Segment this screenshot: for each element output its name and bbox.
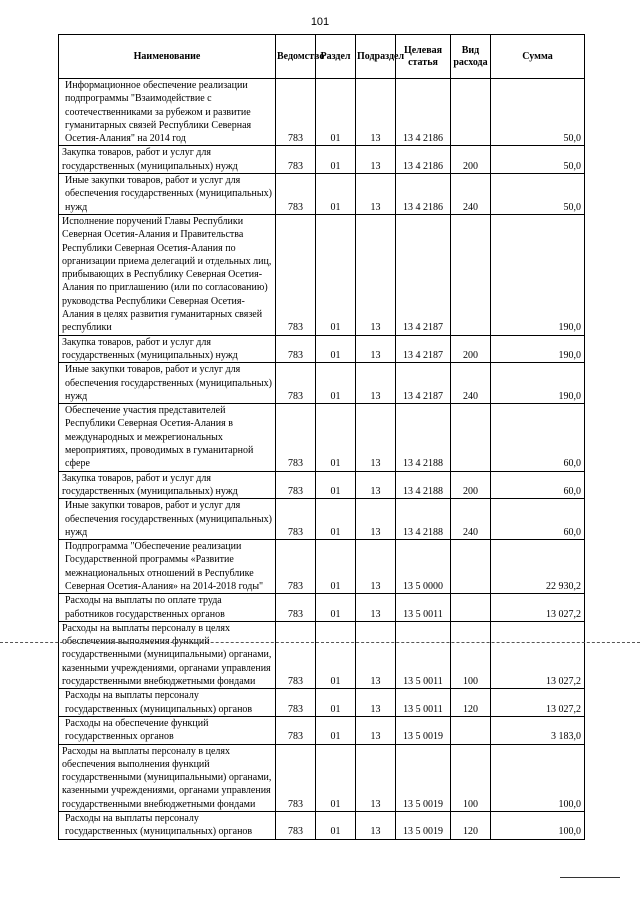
header-row bbox=[59, 35, 585, 79]
cell-target: 13 5 0019 bbox=[396, 716, 451, 744]
header-section: Раздел bbox=[316, 35, 356, 79]
cell-dept: 783 bbox=[276, 621, 316, 688]
table-row bbox=[59, 404, 585, 471]
cell-subsection: 13 bbox=[356, 146, 396, 174]
cell-sum: 60,0 bbox=[491, 404, 585, 471]
cell-section: 01 bbox=[316, 689, 356, 717]
cell-name: Иные закупки товаров, работ и услуг для обеспечения государственных (муниципальных) нужд bbox=[59, 174, 276, 215]
cell-section: 01 bbox=[316, 174, 356, 215]
cell-expense-type: 200 bbox=[451, 146, 491, 174]
cell-section: 01 bbox=[316, 335, 356, 363]
budget-table bbox=[58, 34, 585, 840]
cell-sum: 60,0 bbox=[491, 499, 585, 540]
cell-subsection: 13 bbox=[356, 214, 396, 335]
cell-name: Расходы на обеспечение функций государственных органов bbox=[59, 716, 276, 744]
cell-expense-type bbox=[451, 214, 491, 335]
cell-target: 13 4 2188 bbox=[396, 499, 451, 540]
scan-artifact-line bbox=[560, 877, 620, 878]
cell-subsection: 13 bbox=[356, 689, 396, 717]
cell-name: Расходы на выплаты по оплате труда работников государственных органов bbox=[59, 594, 276, 622]
cell-section: 01 bbox=[316, 744, 356, 811]
cell-name: Расходы на выплаты персоналу государственных (муниципальных) органов bbox=[59, 812, 276, 840]
cell-dept: 783 bbox=[276, 594, 316, 622]
cell-subsection: 13 bbox=[356, 744, 396, 811]
cell-target: 13 4 2187 bbox=[396, 214, 451, 335]
cell-section: 01 bbox=[316, 540, 356, 594]
cell-subsection: 13 bbox=[356, 404, 396, 471]
cell-expense-type: 200 bbox=[451, 335, 491, 363]
table-row bbox=[59, 621, 585, 688]
cell-dept: 783 bbox=[276, 744, 316, 811]
table-row bbox=[59, 174, 585, 215]
cell-expense-type: 200 bbox=[451, 471, 491, 499]
cell-sum: 13 027,2 bbox=[491, 621, 585, 688]
cell-sum: 190,0 bbox=[491, 214, 585, 335]
cell-name: Расходы на выплаты персоналу в целях обеспечения выполнения функций государственными (муниципальными) органами, казенными учреждениями, органами управления государственными внебюджетными фондами bbox=[59, 621, 276, 688]
cell-name: Исполнение поручений Главы Республики Северная Осетия-Алания и Правительства Республики Северная Осетия-Алания по организации приема делегаций и отдельных лиц, прибывающих в Республику Северная Осетия-Алания по приглашению (или по согласованию) руководства Республики Северная Осетия-Алания в целях развития гуманитарных связей республики bbox=[59, 214, 276, 335]
cell-dept: 783 bbox=[276, 404, 316, 471]
table-row bbox=[59, 471, 585, 499]
cell-target: 13 5 0019 bbox=[396, 812, 451, 840]
table-row bbox=[59, 594, 585, 622]
cell-sum: 50,0 bbox=[491, 146, 585, 174]
scan-artifact-line bbox=[0, 642, 640, 643]
cell-sum: 13 027,2 bbox=[491, 594, 585, 622]
cell-subsection: 13 bbox=[356, 594, 396, 622]
cell-subsection: 13 bbox=[356, 540, 396, 594]
cell-name: Иные закупки товаров, работ и услуг для обеспечения государственных (муниципальных) нужд bbox=[59, 499, 276, 540]
cell-sum: 13 027,2 bbox=[491, 689, 585, 717]
cell-sum: 100,0 bbox=[491, 812, 585, 840]
cell-name: Расходы на выплаты персоналу в целях обеспечения выполнения функций государственными (муниципальными) органами, казенными учреждениями, органами управления государственными внебюджетными фондами bbox=[59, 744, 276, 811]
cell-subsection: 13 bbox=[356, 174, 396, 215]
cell-name: Иные закупки товаров, работ и услуг для обеспечения государственных (муниципальных) нужд bbox=[59, 363, 276, 404]
cell-dept: 783 bbox=[276, 471, 316, 499]
cell-section: 01 bbox=[316, 214, 356, 335]
cell-section: 01 bbox=[316, 499, 356, 540]
header-target: Целевая статья bbox=[396, 35, 451, 79]
page-number: 101 bbox=[310, 16, 330, 28]
cell-dept: 783 bbox=[276, 214, 316, 335]
cell-dept: 783 bbox=[276, 335, 316, 363]
cell-expense-type: 100 bbox=[451, 621, 491, 688]
cell-section: 01 bbox=[316, 716, 356, 744]
cell-sum: 22 930,2 bbox=[491, 540, 585, 594]
header-sum: Сумма bbox=[491, 35, 585, 79]
cell-target: 13 4 2187 bbox=[396, 335, 451, 363]
cell-expense-type: 120 bbox=[451, 812, 491, 840]
cell-subsection: 13 bbox=[356, 471, 396, 499]
table-row bbox=[59, 540, 585, 594]
cell-target: 13 4 2186 bbox=[396, 79, 451, 146]
cell-subsection: 13 bbox=[356, 335, 396, 363]
cell-subsection: 13 bbox=[356, 79, 396, 146]
cell-target: 13 5 0019 bbox=[396, 744, 451, 811]
cell-target: 13 5 0011 bbox=[396, 621, 451, 688]
cell-subsection: 13 bbox=[356, 716, 396, 744]
cell-target: 13 4 2188 bbox=[396, 471, 451, 499]
cell-name: Расходы на выплаты персоналу государственных (муниципальных) органов bbox=[59, 689, 276, 717]
cell-dept: 783 bbox=[276, 812, 316, 840]
cell-name: Подпрограмма "Обеспечение реализации Государственной программы «Развитие межнациональных отношений в Республике Северная Осетия-Алания» на 2014-2018 годы" bbox=[59, 540, 276, 594]
header-dept: Ведомство bbox=[276, 35, 316, 79]
cell-sum: 50,0 bbox=[491, 174, 585, 215]
cell-section: 01 bbox=[316, 146, 356, 174]
cell-sum: 190,0 bbox=[491, 363, 585, 404]
cell-name: Обеспечение участия представителей Республики Северная Осетия-Алания в международных и межрегиональных мероприятиях, проводимых в гуманитарной сфере bbox=[59, 404, 276, 471]
cell-target: 13 4 2186 bbox=[396, 146, 451, 174]
table-row bbox=[59, 146, 585, 174]
cell-section: 01 bbox=[316, 621, 356, 688]
table-row bbox=[59, 689, 585, 717]
table-row bbox=[59, 499, 585, 540]
cell-target: 13 5 0011 bbox=[396, 594, 451, 622]
cell-section: 01 bbox=[316, 79, 356, 146]
cell-expense-type bbox=[451, 594, 491, 622]
cell-dept: 783 bbox=[276, 499, 316, 540]
cell-sum: 60,0 bbox=[491, 471, 585, 499]
cell-target: 13 4 2187 bbox=[396, 363, 451, 404]
cell-section: 01 bbox=[316, 812, 356, 840]
cell-expense-type bbox=[451, 716, 491, 744]
table-row bbox=[59, 79, 585, 146]
cell-dept: 783 bbox=[276, 174, 316, 215]
cell-section: 01 bbox=[316, 404, 356, 471]
cell-target: 13 5 0011 bbox=[396, 689, 451, 717]
table-row bbox=[59, 335, 585, 363]
cell-subsection: 13 bbox=[356, 812, 396, 840]
cell-target: 13 4 2188 bbox=[396, 404, 451, 471]
cell-sum: 3 183,0 bbox=[491, 716, 585, 744]
header-subsection: Подраздел bbox=[356, 35, 396, 79]
cell-expense-type: 240 bbox=[451, 174, 491, 215]
cell-dept: 783 bbox=[276, 363, 316, 404]
cell-dept: 783 bbox=[276, 79, 316, 146]
cell-section: 01 bbox=[316, 363, 356, 404]
cell-expense-type bbox=[451, 540, 491, 594]
cell-expense-type: 240 bbox=[451, 499, 491, 540]
cell-dept: 783 bbox=[276, 540, 316, 594]
cell-sum: 50,0 bbox=[491, 79, 585, 146]
table-row bbox=[59, 744, 585, 811]
cell-name: Закупка товаров, работ и услуг для государственных (муниципальных) нужд bbox=[59, 146, 276, 174]
cell-target: 13 4 2186 bbox=[396, 174, 451, 215]
cell-section: 01 bbox=[316, 471, 356, 499]
cell-name: Закупка товаров, работ и услуг для государственных (муниципальных) нужд bbox=[59, 335, 276, 363]
cell-dept: 783 bbox=[276, 716, 316, 744]
cell-expense-type bbox=[451, 404, 491, 471]
table-row bbox=[59, 812, 585, 840]
cell-expense-type bbox=[451, 79, 491, 146]
header-expense-type: Вид расхода bbox=[451, 35, 491, 79]
cell-expense-type: 240 bbox=[451, 363, 491, 404]
cell-expense-type: 120 bbox=[451, 689, 491, 717]
cell-subsection: 13 bbox=[356, 621, 396, 688]
cell-sum: 100,0 bbox=[491, 744, 585, 811]
cell-section: 01 bbox=[316, 594, 356, 622]
cell-name: Закупка товаров, работ и услуг для государственных (муниципальных) нужд bbox=[59, 471, 276, 499]
cell-target: 13 5 0000 bbox=[396, 540, 451, 594]
table-row bbox=[59, 716, 585, 744]
cell-name: Информационное обеспечение реализации подпрограммы "Взаимодействие с соотечественниками за рубежом и развитие гуманитарных связей Республики Северная Осетия-Алания" на 2014 год bbox=[59, 79, 276, 146]
cell-sum: 190,0 bbox=[491, 335, 585, 363]
cell-dept: 783 bbox=[276, 689, 316, 717]
table-row bbox=[59, 214, 585, 335]
header-name: Наименование bbox=[59, 35, 276, 79]
cell-subsection: 13 bbox=[356, 499, 396, 540]
cell-expense-type: 100 bbox=[451, 744, 491, 811]
cell-subsection: 13 bbox=[356, 363, 396, 404]
cell-dept: 783 bbox=[276, 146, 316, 174]
table-row bbox=[59, 363, 585, 404]
